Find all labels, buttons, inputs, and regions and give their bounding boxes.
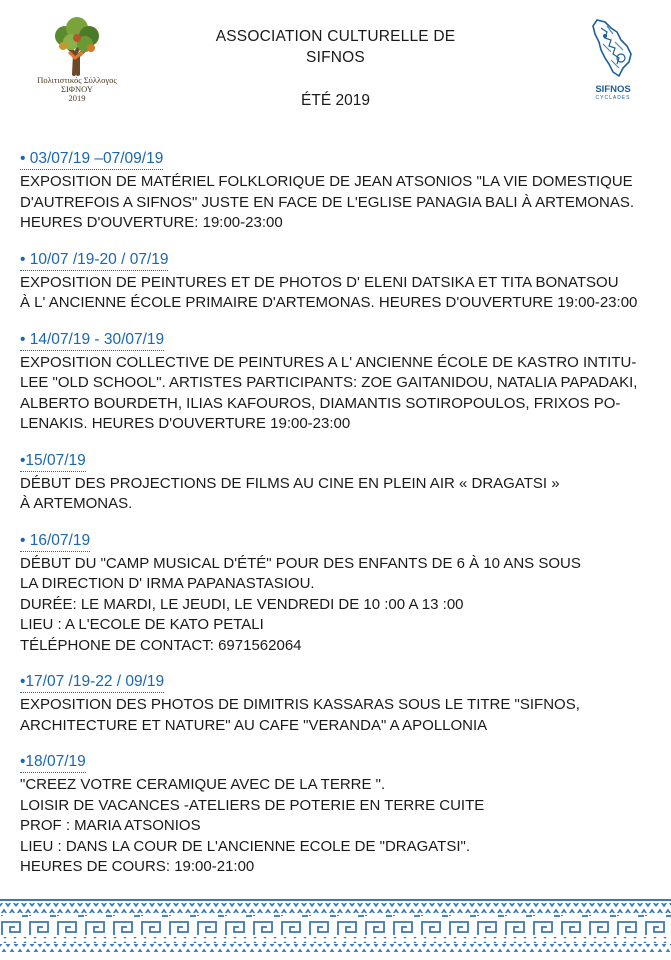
event-date: • 03/07/19 –07/09/19 bbox=[20, 150, 163, 170]
logo-caption bbox=[22, 76, 132, 103]
decorative-pattern-band bbox=[0, 898, 671, 954]
event-text-line: LENAKIS. HEURES D'OUVERTURE 19:00-23:00 bbox=[20, 415, 351, 432]
event-item bbox=[20, 673, 660, 736]
event-text-line: DÉBUT DES PROJECTIONS DE FILMS AU CINE EN PLEIN AIR « DRAGATSI » bbox=[20, 474, 560, 492]
page-title bbox=[150, 26, 521, 68]
event-text-line: À ARTEMONAS. bbox=[20, 495, 133, 512]
event-text-line: À L' ANCIENNE ÉCOLE PRIMAIRE D'ARTEMONAS. HEURES D'OUVERTURE 19:00-23:00 bbox=[20, 294, 638, 311]
event-text-line: TÉLÉPHONE DE CONTACT: 6971562064 bbox=[20, 636, 302, 654]
event-text-line: HEURES D'OUVERTURE: 19:00-23:00 bbox=[20, 214, 283, 231]
event-date: • 14/07/19 - 30/07/19 bbox=[20, 331, 164, 351]
event-text-line: EXPOSITION DE PEINTURES ET DE PHOTOS D' ELENI DATSIKA ET TITA BONATSOU bbox=[20, 273, 619, 291]
event-text-line: EXPOSITION DE MATÉRIEL FOLKLORIQUE DE JEAN ATSONIOS "LA VIE DOMESTIQUE bbox=[20, 173, 633, 190]
event-text-line: ALBERTO BOURDETH, ILIAS KAFOUROS, DIAMANTIS SOTIROPOULOS, FRIXOS PO- bbox=[20, 394, 621, 412]
season-title: ÉTÉ 2019 bbox=[301, 92, 370, 109]
event-text-line: D'AUTREFOIS A SIFNOS" JUSTE EN FACE DE L'EGLISE PANAGIA BALI À ARTEMONAS. bbox=[20, 193, 634, 211]
event-text-line: LIEU : DANS LA COUR DE L'ANCIENNE ECOLE DE "DRAGATSI". bbox=[20, 837, 471, 855]
event-date: • 10/07 /19-20 / 07/19 bbox=[20, 251, 168, 271]
event-list bbox=[20, 150, 660, 895]
brand-name: SIFNOS bbox=[595, 84, 631, 95]
event-text-line: EXPOSITION COLLECTIVE DE PEINTURES A L' ANCIENNE ÉCOLE DE KASTRO INTITU- bbox=[20, 353, 637, 371]
event-item bbox=[20, 251, 660, 314]
logo-right bbox=[582, 18, 644, 100]
event-date: • 16/07/19 bbox=[20, 532, 90, 552]
event-date: •17/07 /19-22 / 09/19 bbox=[20, 673, 164, 693]
title-line1: ASSOCIATION CULTURELLE DE bbox=[215, 28, 456, 45]
event-text-line: LA DIRECTION D' IRMA PAPANASTASIOU. bbox=[20, 575, 315, 592]
event-text-line: LIEU : A L'ECOLE DE KATO PETALI bbox=[20, 616, 264, 633]
event-text-line: LOISIR DE VACANCES -ATELIERS DE POTERIE EN TERRE CUITE bbox=[20, 796, 485, 814]
event-text-line: DURÉE: LE MARDI, LE JEUDI, LE VENDREDI DE 10 :00 A 13 :00 bbox=[20, 595, 464, 613]
event-text-line: HEURES DE COURS: 19:00-21:00 bbox=[20, 858, 255, 875]
logo-left bbox=[22, 16, 132, 108]
event-item bbox=[20, 150, 660, 234]
event-item bbox=[20, 452, 660, 515]
event-text-line: EXPOSITION DES PHOTOS DE DIMITRIS KASSARAS SOUS LE TITRE "SIFNOS, bbox=[20, 696, 580, 713]
event-text-line: ARCHITECTURE ET NATURE" AU CAFE "VERANDA" A APOLLONIA bbox=[20, 716, 488, 734]
logo-caption-line3: 2019 bbox=[68, 93, 86, 103]
sifnos-island-logo-icon bbox=[591, 18, 635, 78]
title-line2: SIFNOS bbox=[306, 49, 365, 66]
event-item bbox=[20, 331, 660, 435]
event-text-line: "CREEZ VOTRE CERAMIQUE AVEC DE LA TERRE ". bbox=[20, 776, 386, 793]
tree-logo-icon bbox=[45, 16, 109, 76]
event-text-line: DÉBUT DU "CAMP MUSICAL D'ÉTÉ" POUR DES ENFANTS DE 6 À 10 ANS SOUS bbox=[20, 554, 581, 572]
event-item bbox=[20, 753, 660, 878]
logo-caption-line2: ΣΙΦΝΟΥ bbox=[61, 84, 93, 94]
event-date: •18/07/19 bbox=[20, 753, 86, 773]
event-text-line: LEE "OLD SCHOOL". ARTISTES PARTICIPANTS: ZOE GAITANIDOU, NATALIA PAPADAKI, bbox=[20, 374, 638, 391]
event-date: •15/07/19 bbox=[20, 452, 86, 472]
event-text-line: PROF : MARIA ATSONIOS bbox=[20, 817, 201, 834]
logo-caption-line1: Πολιτιστικός Σύλλογος bbox=[37, 75, 117, 85]
brand-sub: CYCLADES bbox=[595, 95, 631, 101]
event-item bbox=[20, 532, 660, 657]
